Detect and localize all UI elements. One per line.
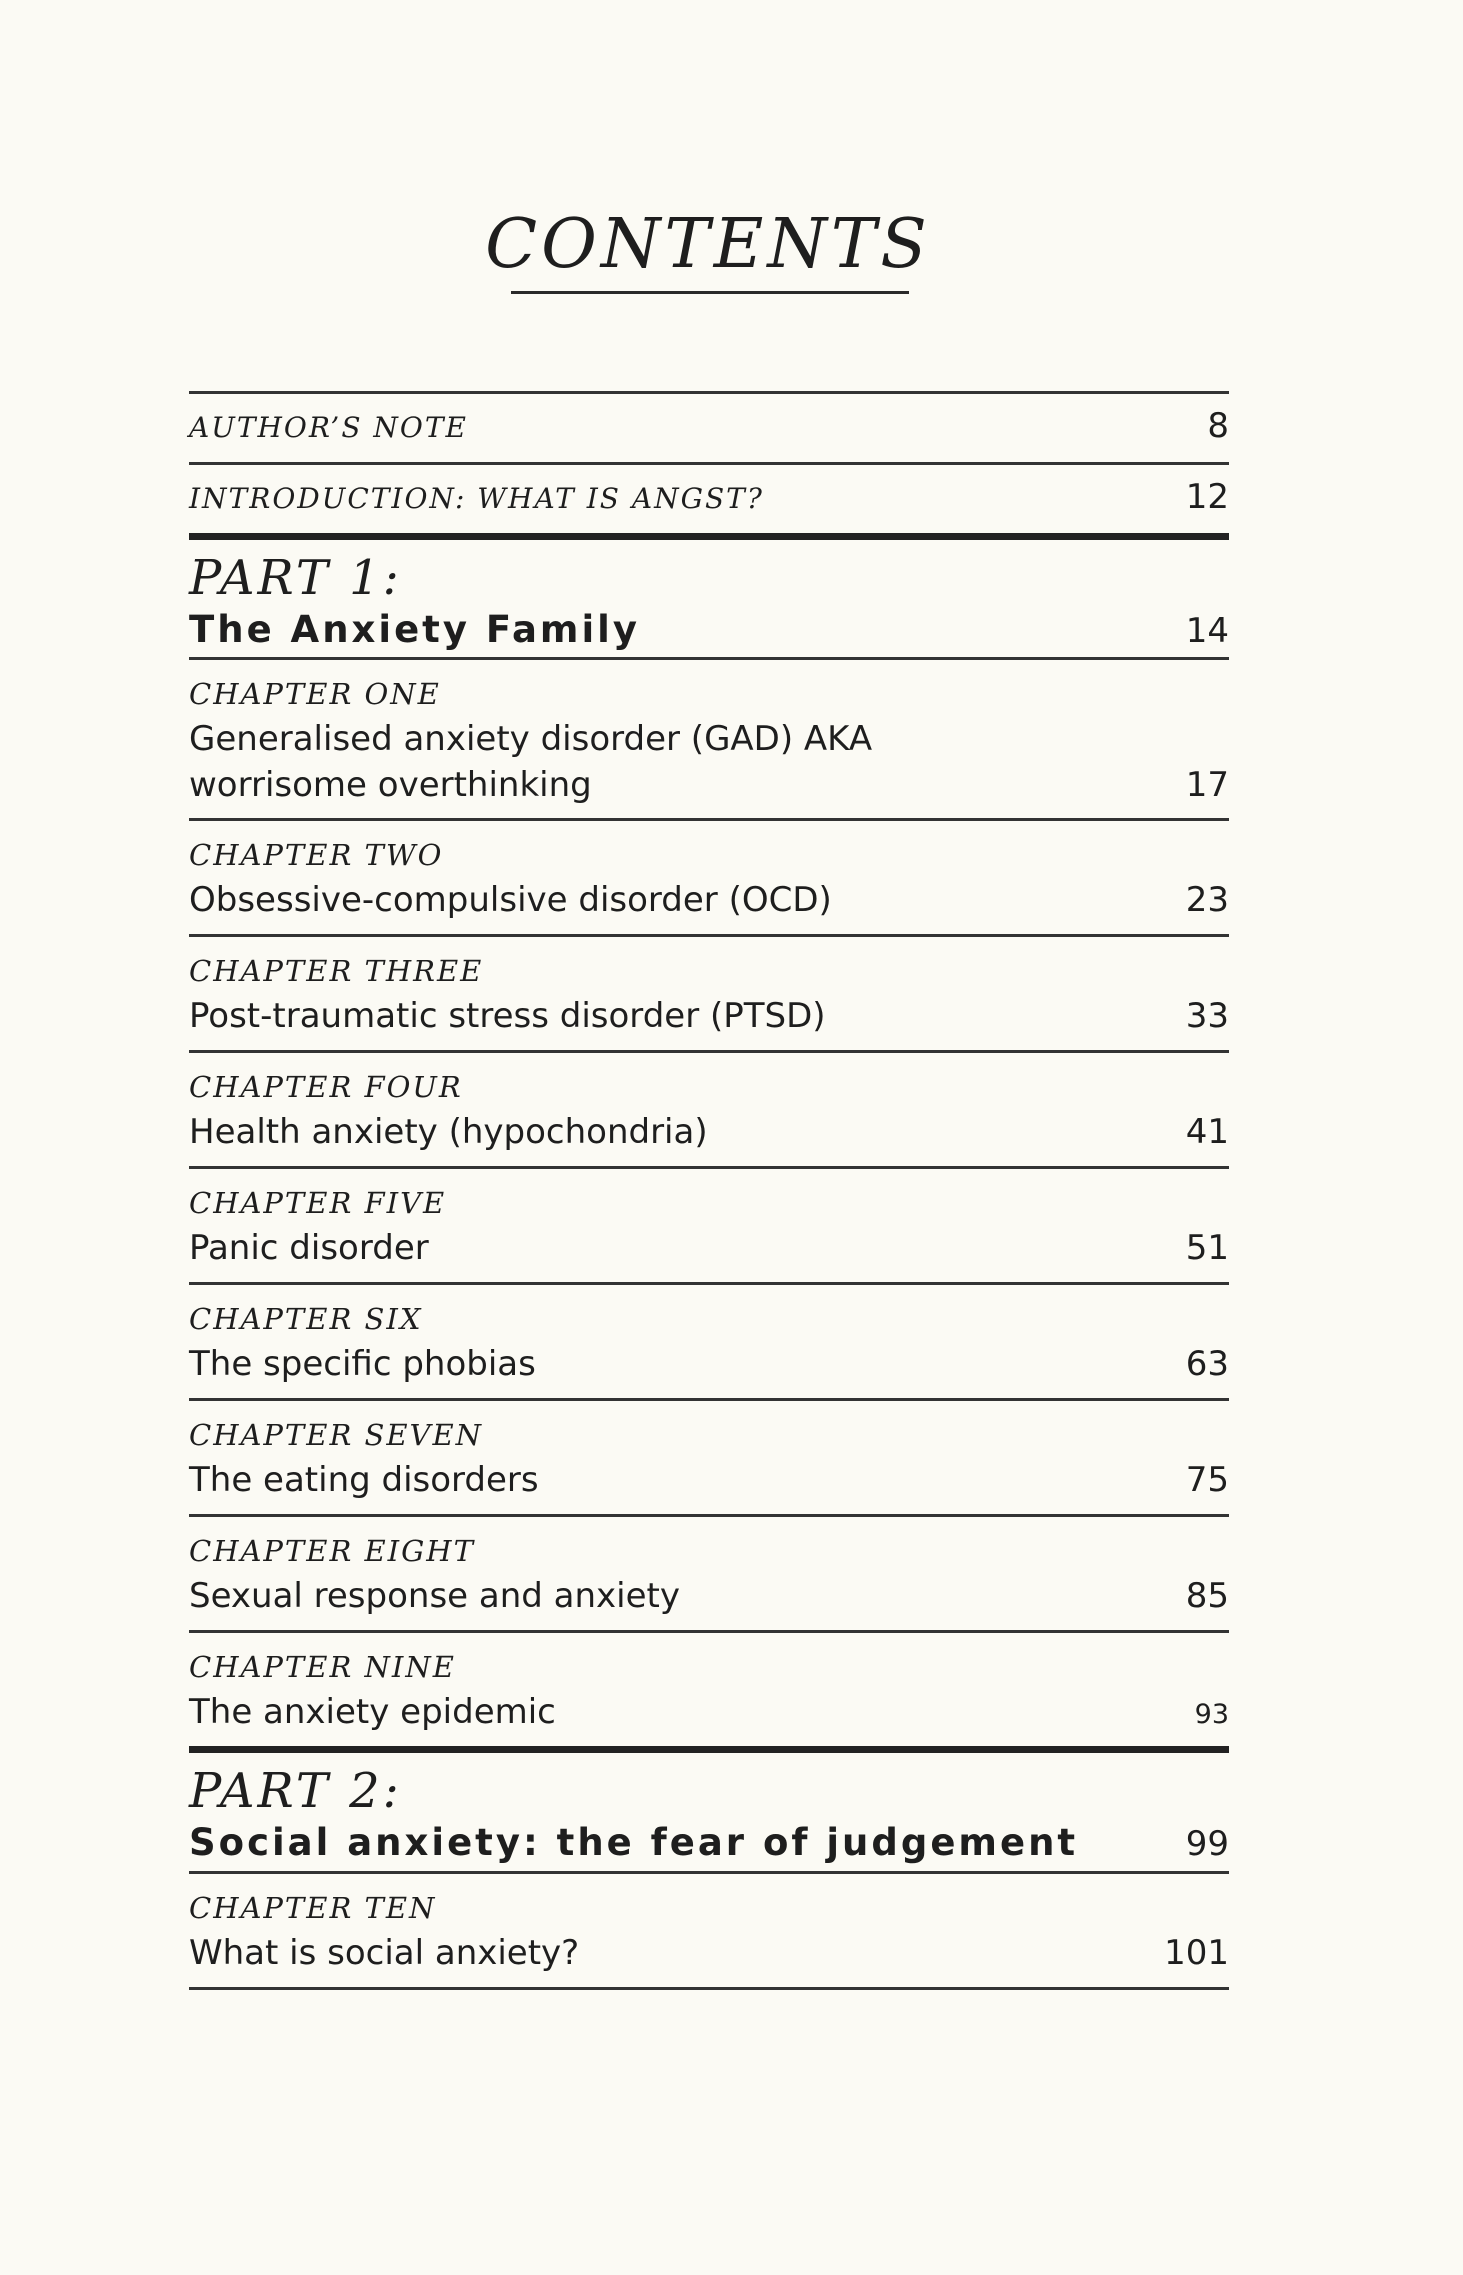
chapter-title: Health anxiety (hypochondria) — [189, 1112, 708, 1152]
toc-chapter-entry[interactable] — [189, 937, 1229, 1050]
chapter-title-row — [189, 1573, 1229, 1619]
chapter-title-row — [189, 762, 1229, 808]
chapter-title-row — [189, 716, 1229, 762]
chapter-label: CHAPTER FOUR — [189, 1070, 463, 1104]
chapter-title: What is social anxiety? — [189, 1933, 580, 1973]
toc-part-heading[interactable] — [189, 1753, 1229, 1871]
chapter-title: Obsessive-compulsive disorder (OCD) — [189, 880, 832, 920]
chapter-title-row — [189, 1341, 1229, 1387]
chapter-title-row — [189, 877, 1229, 923]
toc-chapter-entry[interactable] — [189, 660, 1229, 818]
page-title: CONTENTS — [485, 205, 931, 284]
page-number: 8 — [1207, 406, 1229, 446]
chapter-title-row — [189, 1457, 1229, 1503]
chapter-label: CHAPTER TEN — [189, 1891, 437, 1925]
page-number: 85 — [1185, 1576, 1229, 1616]
chapter-title-row — [189, 1109, 1229, 1155]
chapter-title: The specific phobias — [189, 1344, 536, 1384]
chapter-title-row — [189, 993, 1229, 1039]
page-number: 93 — [1194, 1699, 1229, 1730]
toc-entry-front-matter[interactable] — [189, 394, 1229, 462]
chapter-title: worrisome overthinking — [189, 765, 592, 805]
part-title-row — [189, 606, 1229, 654]
thick-divider — [189, 1746, 1229, 1753]
page-number: 12 — [1185, 477, 1229, 517]
part-title: Social anxiety: the fear of judgement — [189, 1821, 1079, 1864]
chapter-title-row — [189, 1225, 1229, 1271]
chapter-label: CHAPTER TWO — [189, 838, 444, 872]
title-underline — [511, 291, 909, 294]
page-number: 14 — [1185, 611, 1229, 651]
page-number: 17 — [1185, 765, 1229, 805]
table-of-contents — [189, 391, 1229, 1990]
chapter-title-row — [189, 1689, 1229, 1735]
chapter-label: CHAPTER ONE — [189, 677, 441, 711]
toc-chapter-entry[interactable] — [189, 1169, 1229, 1282]
chapter-title: The anxiety epidemic — [189, 1692, 556, 1732]
page-number: 101 — [1164, 1933, 1229, 1973]
chapter-label: CHAPTER SIX — [189, 1302, 423, 1336]
page-number: 23 — [1185, 880, 1229, 920]
thick-divider — [189, 533, 1229, 540]
page-number: 33 — [1185, 996, 1229, 1036]
chapter-label: CHAPTER THREE — [189, 954, 484, 988]
toc-part-heading[interactable] — [189, 540, 1229, 657]
toc-chapter-entry[interactable] — [189, 1633, 1229, 1746]
toc-chapter-entry[interactable] — [189, 1874, 1229, 1987]
chapter-title: Sexual response and anxiety — [189, 1576, 680, 1616]
chapter-title: Generalised anxiety disorder (GAD) AKA — [189, 719, 873, 759]
part-label: PART 2: — [189, 1763, 402, 1819]
part-title-row — [189, 1819, 1229, 1867]
page-number: 63 — [1185, 1344, 1229, 1384]
page-number: 75 — [1185, 1460, 1229, 1500]
entry-label: AUTHOR’S NOTE — [189, 411, 468, 444]
page-number: 51 — [1185, 1228, 1229, 1268]
toc-chapter-entry[interactable] — [189, 1401, 1229, 1514]
toc-chapter-entry[interactable] — [189, 1285, 1229, 1398]
chapter-title-row — [189, 1930, 1229, 1976]
chapter-label: CHAPTER SEVEN — [189, 1418, 484, 1452]
toc-chapter-entry[interactable] — [189, 1517, 1229, 1630]
chapter-title: Panic disorder — [189, 1228, 429, 1268]
part-label: PART 1: — [189, 550, 402, 606]
divider — [189, 1987, 1229, 1990]
chapter-label: CHAPTER EIGHT — [189, 1534, 475, 1568]
toc-entry-front-matter[interactable] — [189, 465, 1229, 533]
entry-label: INTRODUCTION: WHAT IS ANGST? — [189, 482, 764, 515]
chapter-title: Post-traumatic stress disorder (PTSD) — [189, 996, 826, 1036]
page-number: 41 — [1185, 1112, 1229, 1152]
toc-chapter-entry[interactable] — [189, 1053, 1229, 1166]
chapter-label: CHAPTER FIVE — [189, 1186, 447, 1220]
chapter-title: The eating disorders — [189, 1460, 539, 1500]
part-title: The Anxiety Family — [189, 608, 640, 651]
page-number: 99 — [1185, 1824, 1229, 1864]
toc-chapter-entry[interactable] — [189, 821, 1229, 934]
chapter-label: CHAPTER NINE — [189, 1650, 456, 1684]
